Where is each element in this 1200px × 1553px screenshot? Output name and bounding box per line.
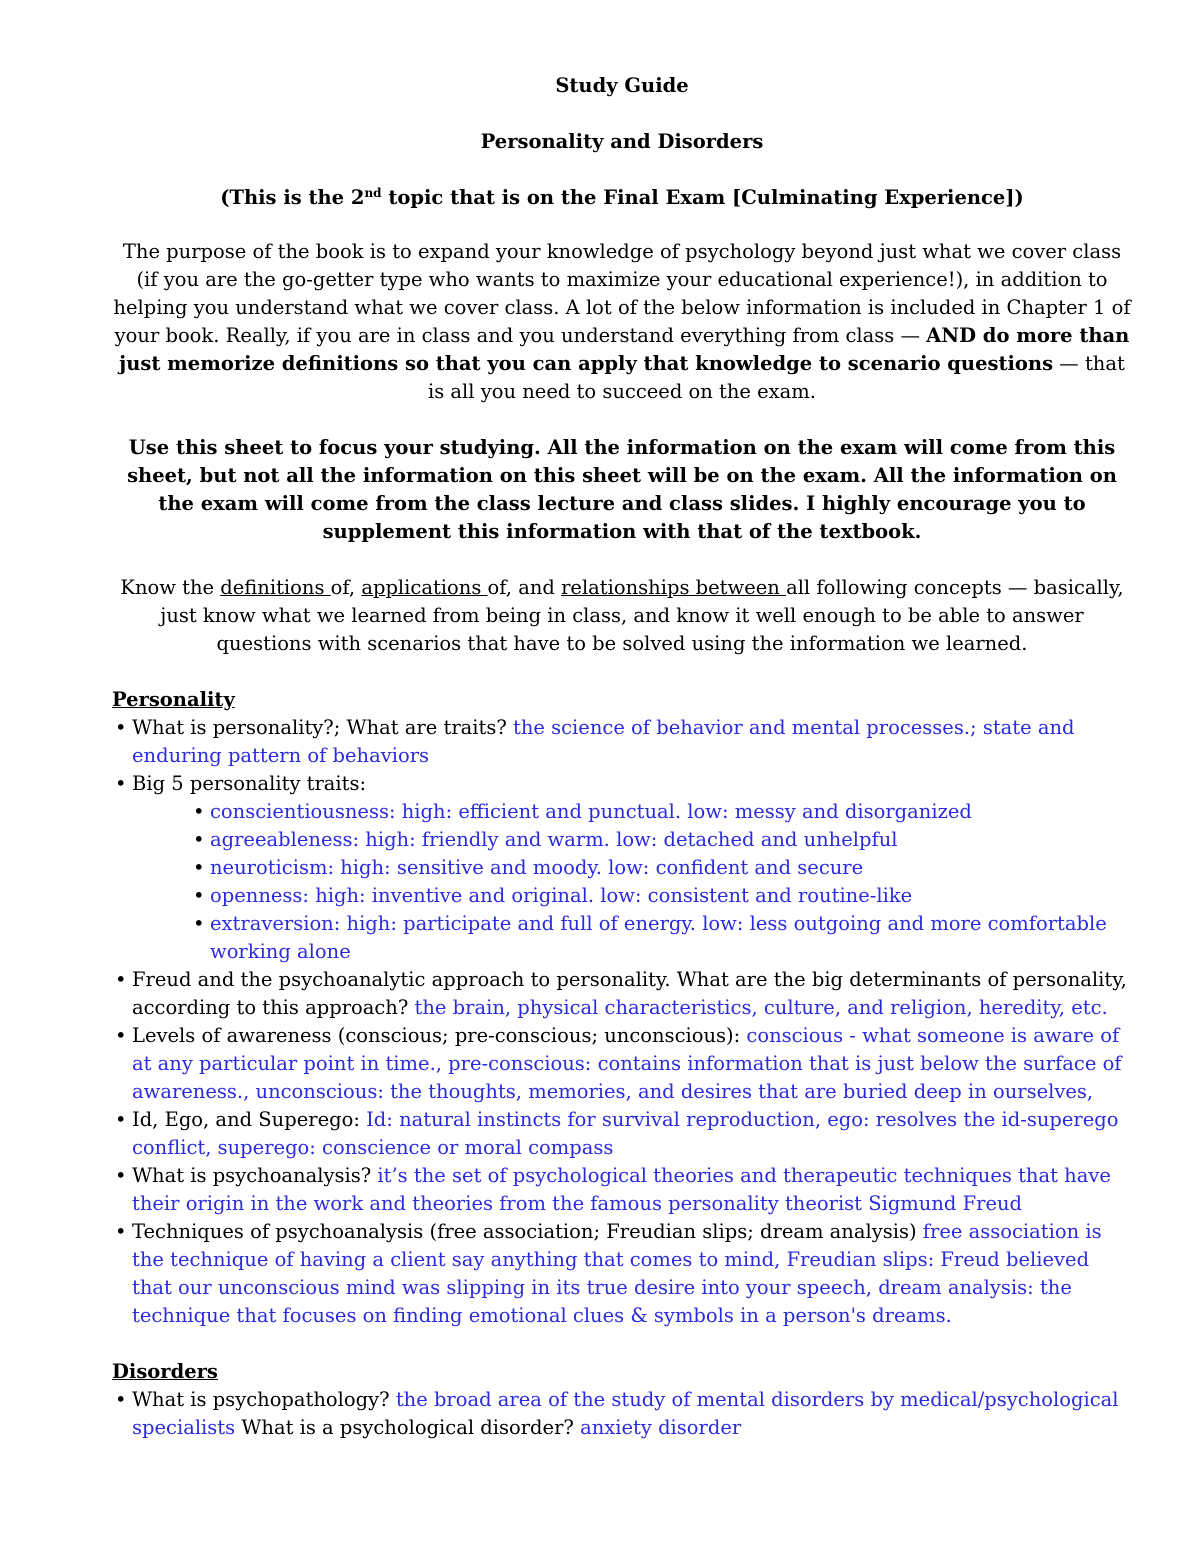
study-guide-page — [112, 70, 1132, 1442]
list-item — [112, 1106, 1132, 1162]
big5-item: • conscientiousness: high: efficient and punctual. low: messy and disorganized — [190, 798, 1132, 826]
question: Id, Ego, and Superego: — [132, 1108, 367, 1131]
answer: conscious - what someone is aware of at any particular point in time., pre-conscious: contains information that is just below the surface of awareness., unconscious: the thoughts, memories, and desires that are buried deep in ourselves, — [132, 1024, 1122, 1103]
exam-note — [112, 184, 1132, 212]
big5-item: • agreeableness: high: friendly and warm. low: detached and unhelpful — [190, 826, 1132, 854]
question: What is a psychological disorder? — [235, 1416, 581, 1439]
doc-title: Study Guide — [555, 74, 689, 97]
big5-item: • openness: high: inventive and original. low: consistent and routine-like — [190, 882, 1132, 910]
answer: it’s the set of psychological theories and therapeutic techniques that have their origin in the work and theories from the famous personality theorist Sigmund Freud — [132, 1164, 1111, 1215]
answer: the brain, physical characteristics, culture, and religion, heredity, etc. — [414, 996, 1108, 1019]
exam-note-pre: (This is the 2 — [220, 186, 365, 209]
list-item — [112, 770, 1132, 966]
question: Freud and the psychoanalytic approach to personality. What are the big determinants of personality, according to this approach? — [132, 968, 1127, 1019]
big5-item: • extraversion: high: participate and full of energy. low: less outgoing and more comfortable working alone — [190, 910, 1132, 966]
know-p3: of, and — [487, 576, 562, 599]
know-paragraph — [112, 574, 1132, 658]
question: What is psychoanalysis? — [132, 1164, 378, 1187]
know-p1: Know the — [120, 576, 221, 599]
exam-note-post: topic that is on the Final Exam [Culminating Experience]) — [381, 186, 1024, 209]
know-p4: all following concepts — basically, just know what we learned from being in class, and know it well enough to be able to answer questions with scenarios that have to be solved using the information we learned. — [160, 576, 1124, 655]
answer: Id: natural instincts for survival reproduction, ego: resolves the id-superego conflict, superego: conscience or moral compass — [132, 1108, 1119, 1159]
purpose-text-2: — that is all you need to succeed on the exam. — [427, 352, 1125, 403]
personality-list — [112, 714, 1132, 1330]
know-p2: of, — [330, 576, 362, 599]
know-definitions: definitions — [220, 576, 331, 599]
disorders-heading: Disorders — [112, 1360, 218, 1383]
question: Big 5 personality traits: — [132, 772, 367, 795]
answer: free association is the technique of having a client say anything that comes to mind, Freudian slips: Freud believed that our unconscious mind was slipping in its true desire into your speech, dream analysis: the technique that focuses on finding emotional clues & symbols in a person's dreams. — [132, 1220, 1102, 1327]
answer: the broad area of the study of mental disorders by medical/psychological specialists — [132, 1388, 1119, 1439]
question: Techniques of psychoanalysis (free association; Freudian slips; dream analysis) — [132, 1220, 923, 1243]
list-item — [112, 966, 1132, 1022]
list-item — [112, 1162, 1132, 1218]
answer: the science of behavior and mental processes.; state and enduring pattern of behaviors — [132, 716, 1075, 767]
big5-list — [132, 798, 1132, 966]
focus-paragraph: Use this sheet to focus your studying. All the information on the exam will come from this sheet, but not all the information on this sheet will be on the exam. All the information on the exam will come from the class lecture and class slides. I highly encourage you to supplement this information with that of the textbook. — [127, 436, 1117, 543]
big5-item: • neuroticism: high: sensitive and moody. low: confident and secure — [190, 854, 1132, 882]
question: What is personality?; What are traits? — [132, 716, 513, 739]
personality-heading: Personality — [112, 688, 235, 711]
question: What is psychopathology? — [132, 1388, 396, 1411]
exam-note-sup: nd — [364, 186, 382, 200]
purpose-paragraph — [112, 238, 1132, 406]
list-item — [112, 714, 1132, 770]
list-item — [112, 1218, 1132, 1330]
know-applications: applications — [361, 576, 488, 599]
list-item — [112, 1022, 1132, 1106]
doc-subtitle: Personality and Disorders — [480, 130, 764, 153]
answer: anxiety disorder — [580, 1416, 742, 1439]
question: Levels of awareness (conscious; pre-conscious; unconscious): — [132, 1024, 747, 1047]
purpose-bold: AND do more than just memorize definitions so that you can apply that knowledge to scenario questions — [119, 324, 1130, 375]
list-item — [112, 1386, 1132, 1442]
disorders-list — [112, 1386, 1132, 1442]
purpose-text-1: The purpose of the book is to expand your knowledge of psychology beyond just what we cover class (if you are the go-getter type who wants to maximize your educational experience!), in addition to helping you understand what we cover class. A lot of the below information is included in Chapter 1 of your book. Really, if you are in class and you understand everything from class — — [113, 240, 1131, 347]
know-relationships: relationships between — [561, 576, 787, 599]
